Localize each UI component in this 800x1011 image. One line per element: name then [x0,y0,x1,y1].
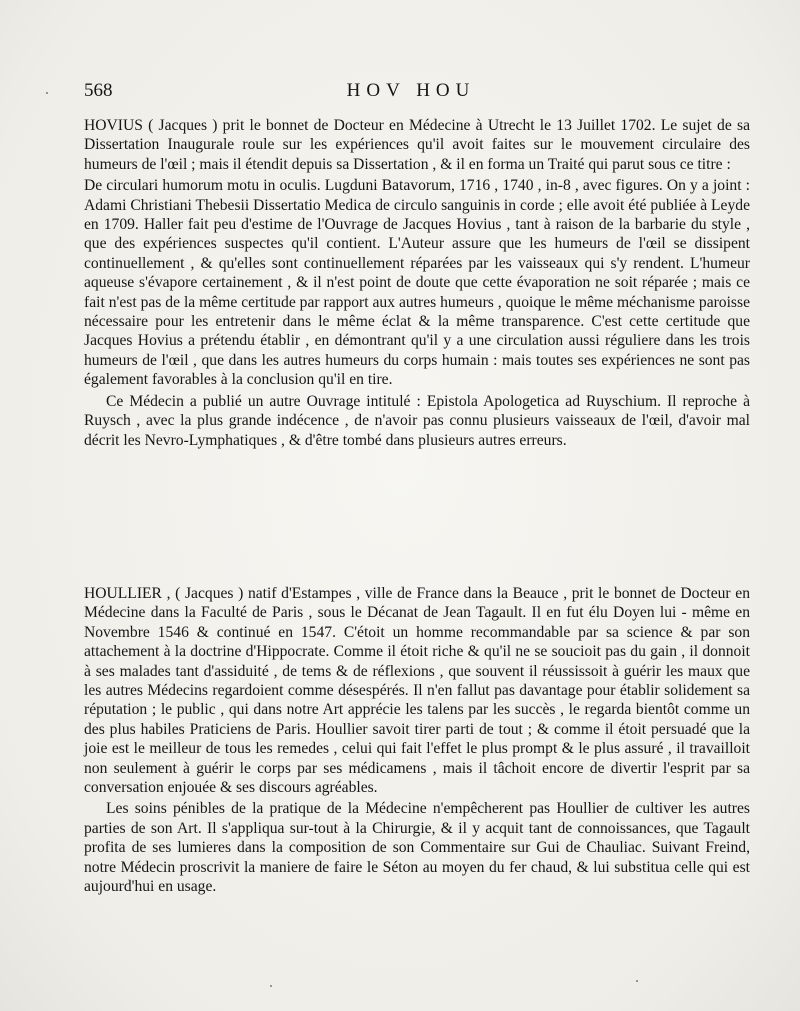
entry-houllier [84,584,750,899]
page-number: 568 [84,80,113,101]
entry-houllier-paragraph-1: HOULLIER , ( Jacques ) natif d'Estampes , ville de France dans la Beauce , prit le bonnet de Docteur en Médecine dans la Faculté de Paris , sous le Décanat de Jean Tagault. Il en fut élu Doyen lui - même en Novembre 1546 & continué en 1547. C'étoit un homme recommandable par sa science & par son attachement à la doctrine d'Hippocrate. Comme il étoit riche & qu'il ne se soucioit pas du gain , il donnoit à ses malades tant d'assiduité , de tems & de réflexions , que souvent il réussissoit à guérir les maux que les autres Médecins regardoient comme désespérés. Il n'en fallut pas davantage pour établir solidement sa réputation ; le public , qui dans notre Art apprécie les talens par les succès , le regarda bientôt comme un des plus habiles Praticiens de Paris. Houllier savoit tirer parti de tout ; & comme il étoit persuadé que la joie est le meilleur de tous les remedes , celui qui fait l'effet le plus prompt & le plus assuré , il travailloit non seulement à guérir le corps par ses médicamens , mais il tâchoit encore de divertir l'esprit par sa conversation enjouée & ses discours agréables. [84,585,750,797]
entry-hovius-paragraph-2: De circulari humorum motu in oculis. Lugduni Batavorum, 1716 , 1740 , in-8 , avec figures. On y a joint : Adami Christiani Thebesii Dissertatio Medica de circulo sanguinis in corde ; elle avoit été publiée à Leyde en 1709. Haller fait peu d'estime de l'Ouvrage de Jacques Hovius , tant à raison de la barbarie du style , que des expériences suspectes qu'il contient. L'Auteur assure que les humeurs de l'œil se dissipent continuellement , & qu'elles sont continuellement réparées par les vaisseaux qui s'y rendent. L'humeur aqueuse s'évapore certainement , & il n'est point de doute que cette évaporation ne soit réparée ; mais ce fait n'est pas de la même certitude par rapport aux autres humeurs , quoique le même méchanisme paroisse nécessaire pour les entretenir dans le même éclat & la même transparence. C'est cette certitude que Jacques Hovius a prétendu établir , en démontrant qu'il y a une circulation aussi réguliere dans les trois humeurs de l'œil , que dans les autres humeurs du corps humain : mais toutes ses expériences ne sont pas également favorables à la conclusion qu'il en tire. [84,177,750,389]
running-head: HOV HOU [346,80,476,101]
entry-hovius-paragraph-1: HOVIUS ( Jacques ) prit le bonnet de Docteur en Médecine à Utrecht le 13 Juillet 1702. Le sujet de sa Dissertation Inaugurale roule sur les expériences qu'il avoit faites sur le mouvement circulaire des humeurs de l'œil ; mais il étendit depuis sa Dissertation , & il en forma un Traité qui parut sous ce titre : [84,117,750,173]
entry-hovius [84,116,750,452]
entry-houllier-paragraph-2: Les soins pénibles de la pratique de la Médecine n'empêcherent pas Houllier de cultiver les autres parties de son Art. Il s'appliqua sur-tout à la Chirurgie, & il y acquit tant de connoissances, que Tagault profita de ses lumieres dans la composition de son Commentaire sur Gui de Chauliac. Suivant Freind, notre Médecin proscrivit la maniere de faire le Séton au moyen du fer chaud, & lui substitua celle qui est aujourd'hui en usage. [84,800,750,896]
page-header [84,80,738,106]
paper-speck [636,980,638,982]
paper-speck [46,92,48,94]
paper-speck [270,985,272,987]
entry-hovius-paragraph-3: Ce Médecin a publié un autre Ouvrage intitulé : Epistola Apologetica ad Ruyschium. Il reproche à Ruysch , avec la plus grande indécence , de n'avoir pas connu plusieurs vaisseaux de l'œil, d'avoir mal décrit les Nevro-Lymphatiques , & d'être tombé dans plusieurs autres erreurs. [84,392,750,449]
